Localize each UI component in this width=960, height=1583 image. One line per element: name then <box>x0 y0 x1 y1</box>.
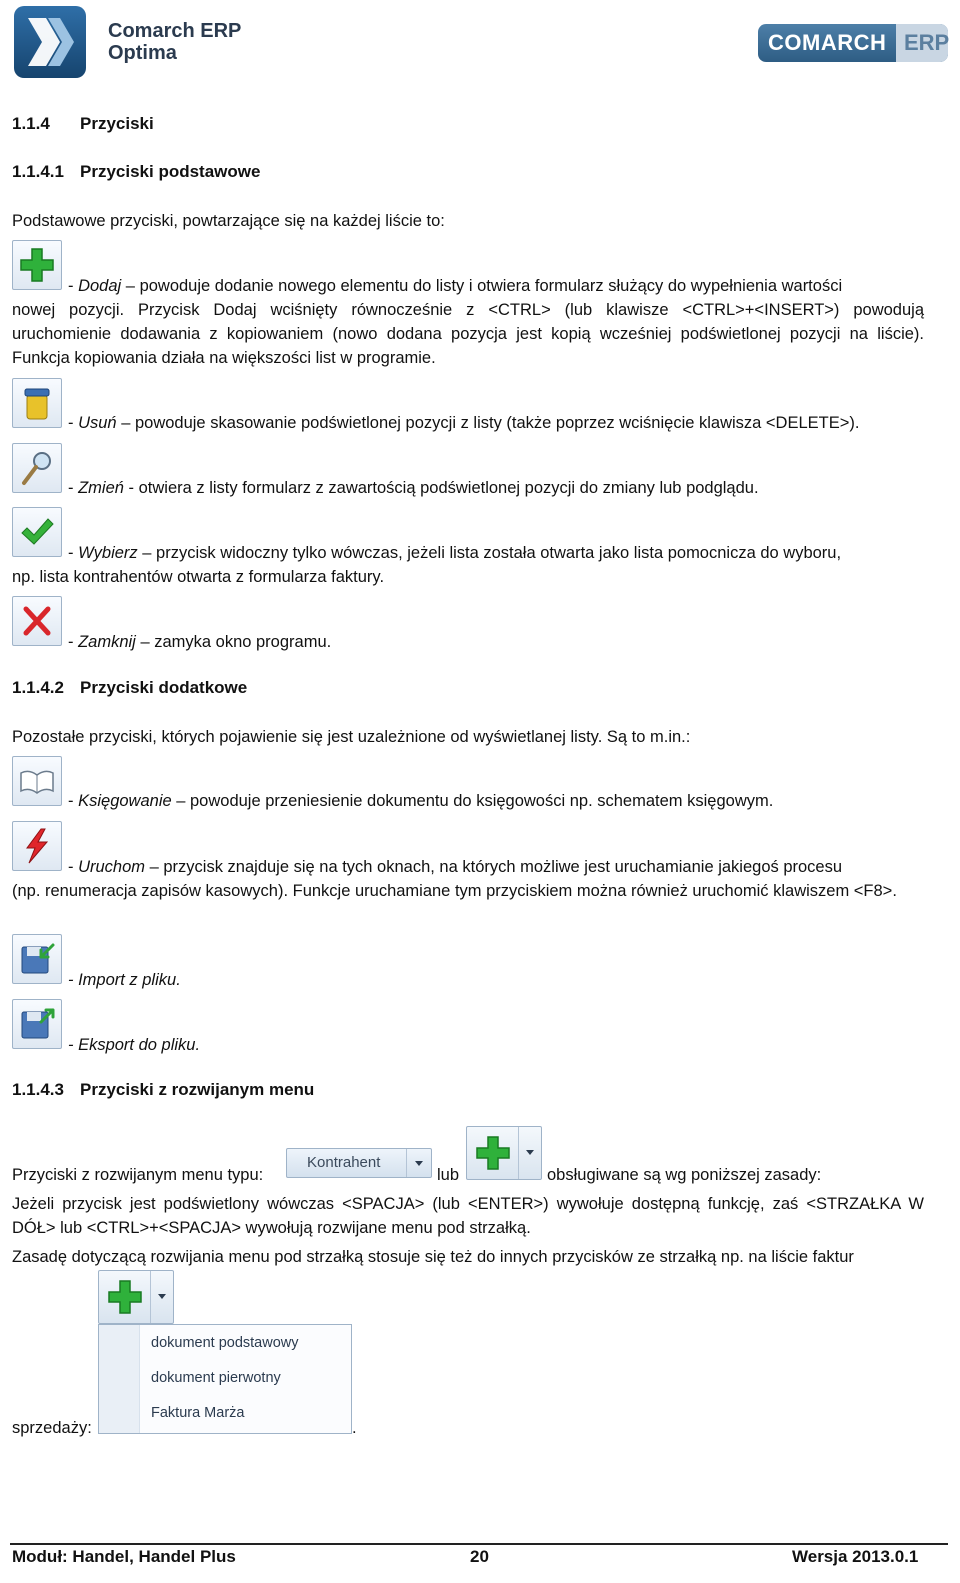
section-title: Przyciski dodatkowe <box>80 678 248 697</box>
edit-button-icon <box>12 443 62 493</box>
edit-name: Zmień <box>78 479 124 497</box>
section-heading-1-1-4-2 <box>12 678 247 698</box>
export-button-icon <box>12 999 62 1049</box>
add-split-button-example <box>98 1270 174 1324</box>
add-description-cont: nowej pozycji. Przycisk Dodaj wciśnięty równocześnie z <CTRL> (lub klawisze <CTRL>+<INSERT>) powodują uruchomienie dodawania z kopiowaniem (nowo dodana pozycja jest kopią wcześniej podświetlonej pozycji na liście). Funkcja kopiowania działa na większości list w programie. <box>12 301 924 367</box>
delete-description: - Usuń – powoduje skasowanie podświetlonej pozycji z listy (także poprzez wciśnięcie klawisza <DELETE>). <box>68 414 860 432</box>
booking-name: Księgowanie <box>78 792 172 810</box>
delete-button-icon <box>12 378 62 428</box>
section-number: 1.1.4.1 <box>12 162 64 181</box>
add-description: - Dodaj – powoduje dodanie nowego elementu do listy i otwiera formularz służący do wypełnienia wartości <box>68 277 843 295</box>
select-description: - Wybierz – przycisk widoczny tylko wówczas, jeżeli lista została otwarta jako lista pomocnicza do wyboru, <box>68 544 842 562</box>
intro2-text: Pozostałe przyciski, których pojawienie się jest uzależnione od wyświetlanej listy. Są to m.in.: <box>12 728 691 746</box>
import-button-icon <box>12 934 62 984</box>
run-name: Uruchom <box>78 858 146 876</box>
menu-item-dokument-podstawowy: dokument podstawowy <box>151 1335 299 1351</box>
close-description: - Zamknij – zamyka okno programu. <box>68 633 332 651</box>
section-heading-1-1-4-3 <box>12 1080 314 1100</box>
kontrahent-dropdown-button <box>286 1148 432 1178</box>
section-number: 1.1.4.3 <box>12 1080 64 1099</box>
section-title: Przyciski z rozwijanym menu <box>80 1080 315 1099</box>
section-number: 1.1.4 <box>12 114 50 133</box>
section-title: Przyciski podstawowe <box>80 162 261 181</box>
comarch-erp-badge <box>758 24 948 62</box>
add-button-icon <box>12 240 62 290</box>
sales-text: sprzedaży: <box>12 1419 92 1437</box>
dropdown-tail-text: obsługiwane są wg poniższej zasady: <box>547 1166 822 1184</box>
close-name: Zamknij <box>78 633 136 651</box>
dropdown-paragraph-2: Zasadę dotyczącą rozwijania menu pod strzałką stosuje się też do innych przycisków ze strzałką np. na liście faktur <box>12 1248 854 1266</box>
dropdown-button-label: Kontrahent <box>307 1154 381 1171</box>
footer-version: Wersja 2013.0.1 <box>792 1547 919 1566</box>
dropdown-paragraph-1: Jeżeli przycisk jest podświetlony wówczas <SPACJA> (lub <ENTER>) wywołuje dostępną funkcję, zaś <STRZAŁKA W DÓŁ> lub <CTRL>+<SPACJA> wywołują rozwijane menu pod strzałką. <box>12 1195 924 1237</box>
menu-item-faktura-marza: Faktura Marża <box>151 1405 245 1421</box>
comarch-erp-optima-logo <box>14 6 86 78</box>
close-button-icon <box>12 596 62 646</box>
select-name: Wybierz <box>78 544 138 562</box>
booking-description: - Księgowanie – powoduje przeniesienie dokumentu do księgowości np. schematem księgowym. <box>68 792 774 810</box>
run-button-icon <box>12 821 62 871</box>
brand-line-1: Comarch ERP <box>108 20 242 42</box>
footer-divider <box>10 1543 948 1545</box>
badge-left-text: COMARCH <box>768 30 887 55</box>
intro-text: Podstawowe przyciski, powtarzające się na każdej liście to: <box>12 212 445 230</box>
dropdown-menu <box>98 1324 352 1434</box>
select-button-icon <box>12 507 62 557</box>
section-title: Przyciski <box>80 114 154 133</box>
menu-icon-strip <box>99 1325 140 1433</box>
delete-name: Usuń <box>78 414 117 432</box>
chevron-down-icon <box>518 1127 541 1179</box>
sentence-dot: . <box>352 1419 357 1437</box>
import-description: - Import z pliku. <box>68 971 181 989</box>
brand-title <box>108 20 241 64</box>
footer-page-number: 20 <box>470 1547 489 1566</box>
select-description-cont: np. lista kontrahentów otwarta z formularza faktury. <box>12 568 385 586</box>
section-heading-1-1-4 <box>12 114 154 134</box>
edit-description: - Zmień - otwiera z listy formularz z zawartością podświetlonej pozycji do zmiany lub podglądu. <box>68 479 759 497</box>
section-heading-1-1-4-1 <box>12 162 260 182</box>
chevron-down-icon <box>406 1149 431 1177</box>
or-text: lub <box>437 1166 460 1184</box>
badge-right <box>896 24 948 62</box>
menu-item-dokument-pierwotny: dokument pierwotny <box>151 1370 281 1386</box>
chevron-down-icon <box>150 1271 173 1323</box>
dropdown-lead-text: Przyciski z rozwijanym menu typu: <box>12 1166 264 1184</box>
export-description: - Eksport do pliku. <box>68 1036 201 1054</box>
footer-module: Moduł: Handel, Handel Plus <box>12 1547 236 1566</box>
run-description: - Uruchom – przycisk znajduje się na tych oknach, na których możliwe jest uruchamianie jakiegoś procesu <box>68 858 843 876</box>
badge-right-text: ERP <box>904 30 950 55</box>
add-name: Dodaj <box>78 277 122 295</box>
brand-line-2: Optima <box>108 42 177 64</box>
section-number: 1.1.4.2 <box>12 678 64 697</box>
add-split-button <box>466 1126 542 1180</box>
booking-button-icon <box>12 756 62 806</box>
run-description-cont: (np. renumeracja zapisów kasowych). Funkcje uruchamiane tym przyciskiem można również uruchomić klawiszem <F8>. <box>12 882 897 900</box>
